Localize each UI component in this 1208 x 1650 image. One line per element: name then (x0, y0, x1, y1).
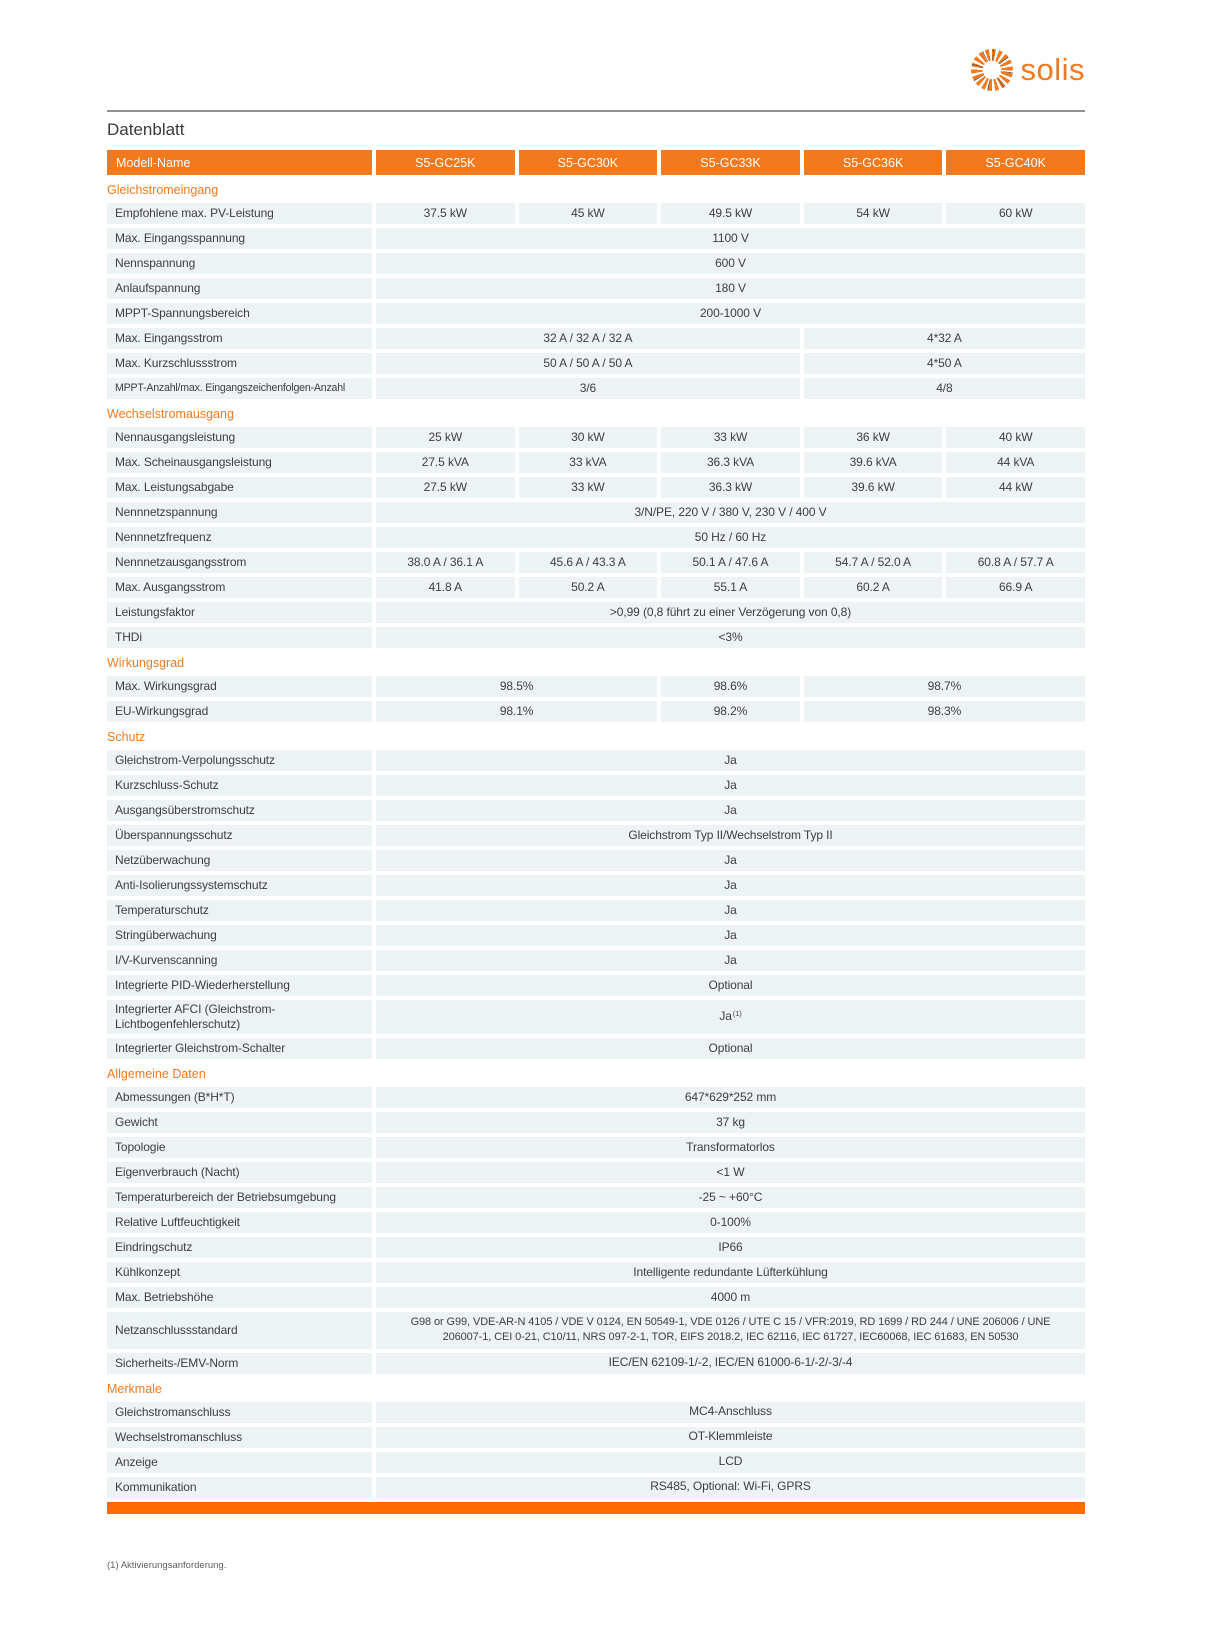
page-title: Datenblatt (107, 120, 185, 139)
spec-row (107, 228, 1085, 249)
row-value: <3% (376, 627, 1085, 648)
row-label: Max. Ausgangsstrom (107, 577, 372, 598)
row-value: 27.5 kVA (376, 452, 515, 473)
row-label: Kühlkonzept (107, 1262, 372, 1283)
spec-row (107, 1427, 1085, 1448)
row-value: 49.5 kW (661, 203, 800, 224)
spec-row (107, 1477, 1085, 1498)
row-value: 4*50 A (804, 353, 1085, 374)
spec-row (107, 1287, 1085, 1308)
model-column-header: S5-GC25K (376, 150, 515, 175)
row-value: 98.6% (661, 676, 800, 697)
row-value: 55.1 A (661, 577, 800, 598)
spec-row (107, 1112, 1085, 1133)
row-value: 33 kW (519, 477, 658, 498)
row-value: 54 kW (804, 203, 943, 224)
row-label: Max. Betriebshöhe (107, 1287, 372, 1308)
row-value: Ja (376, 775, 1085, 796)
datasheet-page (107, 0, 1085, 1571)
spec-row (107, 378, 1085, 399)
row-label: Abmessungen (B*H*T) (107, 1087, 372, 1108)
spec-row (107, 527, 1085, 548)
spec-row (107, 328, 1085, 349)
spec-row (107, 278, 1085, 299)
row-value: 50 A / 50 A / 50 A (376, 353, 800, 374)
spec-row (107, 602, 1085, 623)
section-title: Wechselstromausgang (107, 407, 234, 421)
row-label: Nennnetzspannung (107, 502, 372, 523)
spec-row (107, 925, 1085, 946)
spec-row (107, 1137, 1085, 1158)
row-value: Ja (376, 875, 1085, 896)
row-value: 33 kVA (519, 452, 658, 473)
row-label: Anzeige (107, 1452, 372, 1473)
row-value: 27.5 kW (376, 477, 515, 498)
spec-row (107, 1000, 1085, 1034)
spec-row (107, 775, 1085, 796)
row-value: 50 Hz / 60 Hz (376, 527, 1085, 548)
spec-row (107, 502, 1085, 523)
row-value: 60.8 A / 57.7 A (946, 552, 1085, 573)
row-value: 647*629*252 mm (376, 1087, 1085, 1108)
row-value: Ja (376, 800, 1085, 821)
row-label: MPPT-Anzahl/max. Eingangszeichenfolgen-Anzahl (107, 378, 372, 399)
row-label: Max. Kurzschlussstrom (107, 353, 372, 374)
row-value: 38.0 A / 36.1 A (376, 552, 515, 573)
row-value: >0,99 (0,8 führt zu einer Verzögerung von 0,8) (376, 602, 1085, 623)
row-value: Optional (376, 1038, 1085, 1059)
row-value: IEC/EN 62109-1/-2, IEC/EN 61000-6-1/-2/-3/-4 (376, 1353, 1085, 1374)
row-value: 1100 V (376, 228, 1085, 249)
footnote: (1) Aktivierungsanforderung. (107, 1559, 227, 1571)
spec-row (107, 1312, 1085, 1349)
row-label: Nennausgangsleistung (107, 427, 372, 448)
row-value: 50.2 A (519, 577, 658, 598)
row-value: RS485, Optional: Wi-Fi, GPRS (376, 1477, 1085, 1498)
spec-row (107, 1262, 1085, 1283)
row-label: Gleichstromanschluss (107, 1402, 372, 1423)
row-label: Max. Scheinausgangsleistung (107, 452, 372, 473)
row-label: Gewicht (107, 1112, 372, 1133)
row-value: 98.5% (376, 676, 657, 697)
row-label: Netzüberwachung (107, 850, 372, 871)
spec-row (107, 975, 1085, 996)
row-value: 40 kW (946, 427, 1085, 448)
row-label: Integrierter Gleichstrom-Schalter (107, 1038, 372, 1059)
model-column-header: S5-GC36K (804, 150, 943, 175)
row-label: Kommunikation (107, 1477, 372, 1498)
spec-row (107, 950, 1085, 971)
spec-row (107, 253, 1085, 274)
row-label: Anlaufspannung (107, 278, 372, 299)
row-value: IP66 (376, 1237, 1085, 1258)
row-label: Kurzschluss-Schutz (107, 775, 372, 796)
row-value: 36.3 kVA (661, 452, 800, 473)
model-name-header: Modell-Name (107, 150, 372, 175)
spec-row (107, 701, 1085, 722)
row-label: Relative Luftfeuchtigkeit (107, 1212, 372, 1233)
section-title: Schutz (107, 730, 146, 744)
row-label: Ausgangsüberstromschutz (107, 800, 372, 821)
row-value: 45.6 A / 43.3 A (519, 552, 658, 573)
row-value: 3/N/PE, 220 V / 380 V, 230 V / 400 V (376, 502, 1085, 523)
row-value: Intelligente redundante Lüfterkühlung (376, 1262, 1085, 1283)
solis-logo (971, 49, 1085, 91)
row-value: 4/8 (804, 378, 1085, 399)
row-label: Gleichstrom-Verpolungsschutz (107, 750, 372, 771)
bottom-accent-bar (107, 1502, 1085, 1514)
row-label: I/V-Kurvenscanning (107, 950, 372, 971)
row-value: 36 kW (804, 427, 943, 448)
row-value: 54.7 A / 52.0 A (804, 552, 943, 573)
row-label: Nennspannung (107, 253, 372, 274)
spec-row (107, 750, 1085, 771)
row-label: EU-Wirkungsgrad (107, 701, 372, 722)
row-label: Topologie (107, 1137, 372, 1158)
row-value: 50.1 A / 47.6 A (661, 552, 800, 573)
row-value: 44 kVA (946, 452, 1085, 473)
row-label: Empfohlene max. PV-Leistung (107, 203, 372, 224)
row-value: MC4-Anschluss (376, 1402, 1085, 1423)
spec-row (107, 1402, 1085, 1423)
spec-row (107, 825, 1085, 846)
spec-row (107, 1452, 1085, 1473)
spec-row (107, 1237, 1085, 1258)
row-value: 39.6 kVA (804, 452, 943, 473)
row-value: G98 or G99, VDE-AR-N 4105 / VDE V 0124, EN 50549-1, VDE 0126 / UTE C 15 / VFR:2019, RD 1699 / RD 244 / UNE 206006 / UNE 206007-1, CEI 0-21, C10/11, NRS 097-2-1, TOR, EIFS 2018.2, IEC 62116, IEC 61727, IEC60068, IEC 61683, EN 50530 (376, 1312, 1085, 1349)
row-value: 66.9 A (946, 577, 1085, 598)
spec-row (107, 1187, 1085, 1208)
row-value: 600 V (376, 253, 1085, 274)
row-value: 37.5 kW (376, 203, 515, 224)
spec-table-body (107, 180, 1085, 1498)
spec-row (107, 353, 1085, 374)
model-column-header: S5-GC33K (661, 150, 800, 175)
spec-row (107, 577, 1085, 598)
row-label: Leistungsfaktor (107, 602, 372, 623)
row-value: 37 kg (376, 1112, 1085, 1133)
spec-row (107, 875, 1085, 896)
row-label: Wechselstromanschluss (107, 1427, 372, 1448)
row-value: 39.6 kW (804, 477, 943, 498)
row-label: MPPT-Spannungsbereich (107, 303, 372, 324)
section-title: Wirkungsgrad (107, 656, 185, 670)
row-value: OT-Klemmleiste (376, 1427, 1085, 1448)
row-value: 98.7% (804, 676, 1085, 697)
row-value: Gleichstrom Typ II/Wechselstrom Typ II (376, 825, 1085, 846)
row-value: 4000 m (376, 1287, 1085, 1308)
row-label: Max. Eingangsstrom (107, 328, 372, 349)
row-value: <1 W (376, 1162, 1085, 1183)
row-label: Temperaturbereich der Betriebsumgebung (107, 1187, 372, 1208)
spec-row (107, 477, 1085, 498)
row-value: 60.2 A (804, 577, 943, 598)
row-value: 0-100% (376, 1212, 1085, 1233)
section-title: Merkmale (107, 1381, 162, 1396)
spec-row (107, 900, 1085, 921)
row-value: 180 V (376, 278, 1085, 299)
row-label: Nennnetzfrequenz (107, 527, 372, 548)
row-value: 98.1% (376, 701, 657, 722)
row-value: -25 ~ +60°C (376, 1187, 1085, 1208)
row-label: Integrierter AFCI (Gleichstrom-Lichtbogenfehlerschutz) (107, 1000, 372, 1034)
row-value: 36.3 kW (661, 477, 800, 498)
row-value: 25 kW (376, 427, 515, 448)
spec-row (107, 452, 1085, 473)
row-value: Ja (376, 925, 1085, 946)
row-value: 60 kW (946, 203, 1085, 224)
spec-row (107, 303, 1085, 324)
row-label: Anti-Isolierungssystemschutz (107, 875, 372, 896)
row-label: Max. Leistungsabgabe (107, 477, 372, 498)
spec-row (107, 1038, 1085, 1059)
row-label: Max. Wirkungsgrad (107, 676, 372, 697)
row-value: 32 A / 32 A / 32 A (376, 328, 800, 349)
row-value: 98.2% (661, 701, 800, 722)
row-label: Eigenverbrauch (Nacht) (107, 1162, 372, 1183)
row-value: Transformatorlos (376, 1137, 1085, 1158)
model-column-header: S5-GC30K (519, 150, 658, 175)
spec-row (107, 676, 1085, 697)
solis-sun-icon (971, 49, 1013, 91)
row-value: 4*32 A (804, 328, 1085, 349)
spec-row (107, 1212, 1085, 1233)
divider-rule (107, 110, 1085, 112)
row-value: 30 kW (519, 427, 658, 448)
spec-row (107, 627, 1085, 648)
spec-row (107, 1162, 1085, 1183)
spec-row (107, 1353, 1085, 1374)
row-value: 200-1000 V (376, 303, 1085, 324)
row-value: 98.3% (804, 701, 1085, 722)
row-value: 41.8 A (376, 577, 515, 598)
row-label: Nennnetzausgangsstrom (107, 552, 372, 573)
row-label: THDi (107, 627, 372, 648)
section-title: Allgemeine Daten (107, 1067, 206, 1081)
row-value: 45 kW (519, 203, 658, 224)
row-label: Überspannungsschutz (107, 825, 372, 846)
page-header (107, 0, 1085, 92)
spec-row (107, 552, 1085, 573)
row-label: Integrierte PID-Wiederherstellung (107, 975, 372, 996)
spec-row (107, 203, 1085, 224)
solis-wordmark: solis (1020, 52, 1085, 87)
row-value: 44 kW (946, 477, 1085, 498)
table-header-row (107, 150, 1085, 175)
section-title: Gleichstromeingang (107, 183, 219, 197)
row-value: Ja (1) (376, 1000, 1085, 1034)
spec-row (107, 427, 1085, 448)
row-label: Sicherheits-/EMV-Norm (107, 1353, 372, 1374)
spec-row (107, 1087, 1085, 1108)
spec-row (107, 800, 1085, 821)
row-value: 33 kW (661, 427, 800, 448)
row-value: 3/6 (376, 378, 800, 399)
row-value: Ja (376, 750, 1085, 771)
row-value: LCD (376, 1452, 1085, 1473)
model-column-header: S5-GC40K (946, 150, 1085, 175)
row-label: Temperaturschutz (107, 900, 372, 921)
row-label: Max. Eingangsspannung (107, 228, 372, 249)
row-label: Stringüberwachung (107, 925, 372, 946)
row-value: Optional (376, 975, 1085, 996)
row-value: Ja (376, 950, 1085, 971)
row-label: Netzanschlussstandard (107, 1312, 372, 1349)
row-value: Ja (376, 900, 1085, 921)
spec-row (107, 850, 1085, 871)
row-label: Eindringschutz (107, 1237, 372, 1258)
row-value: Ja (376, 850, 1085, 871)
